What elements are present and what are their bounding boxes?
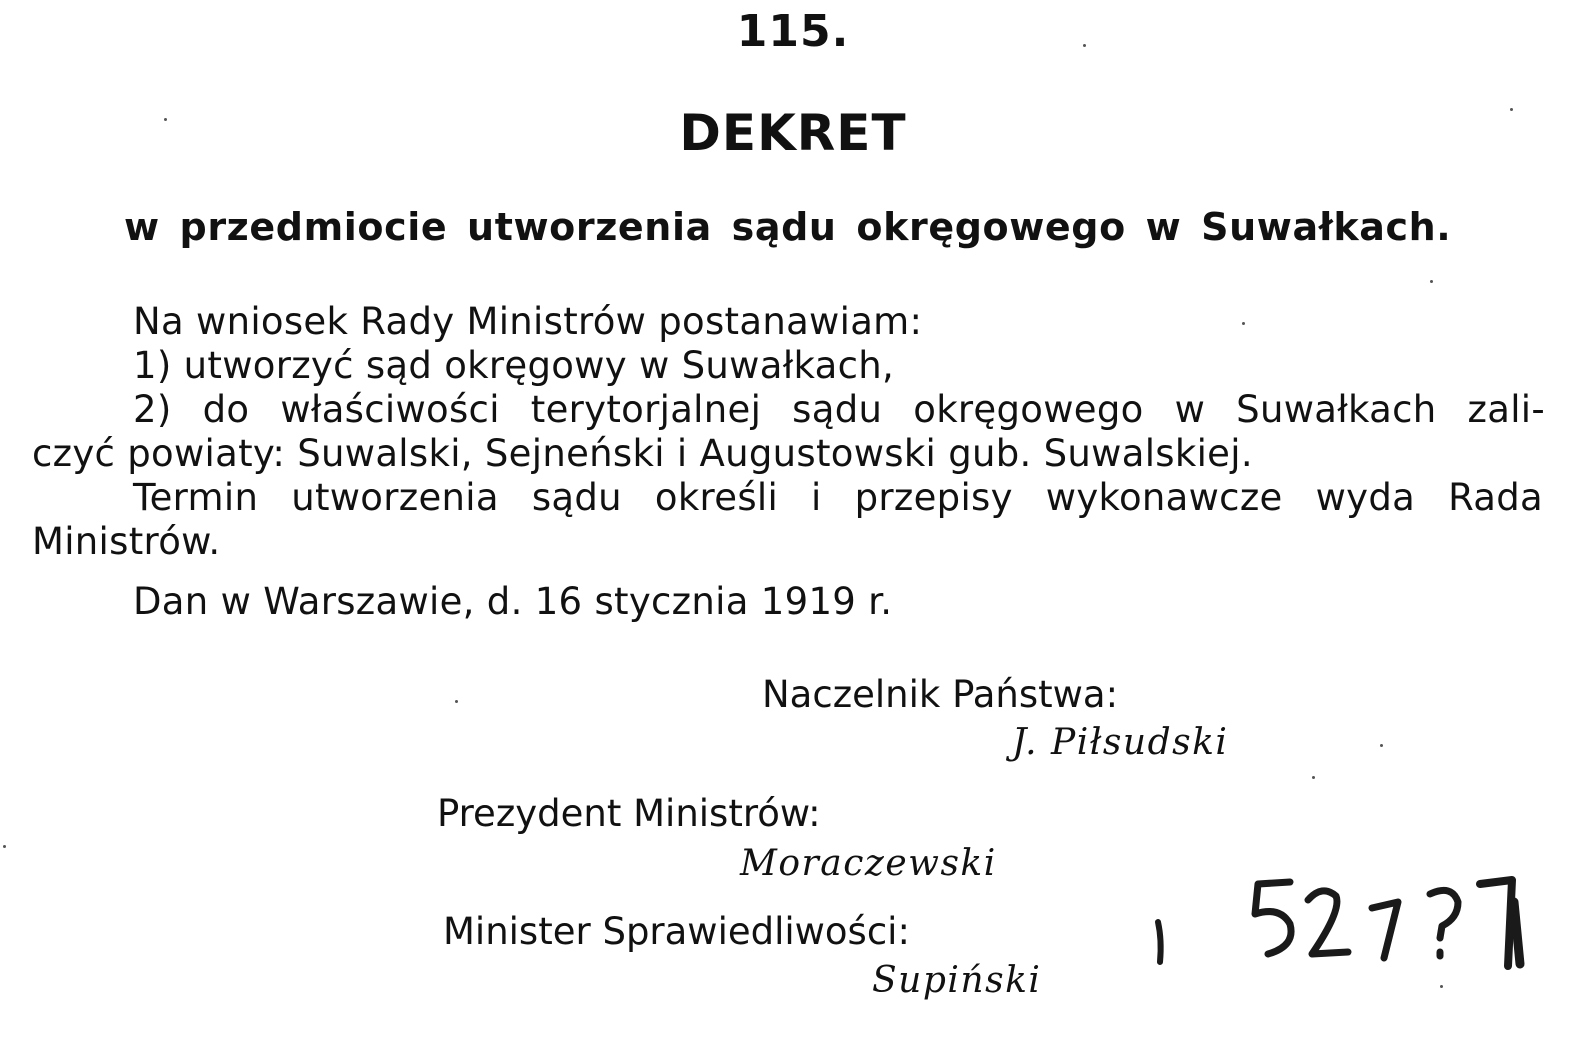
item-2-line-2: czyć powiaty: Suwalski, Sejneński i Augustowski gub. Suwalskiej.	[32, 432, 1253, 475]
justice-minister-title: Minister Sprawiedliwości:	[443, 910, 910, 953]
item-2-line-1: 2) do właściwości terytorjalnej sądu okręgowego w Suwałkach zali-	[133, 388, 1545, 431]
scan-speck	[1510, 108, 1513, 111]
scan-speck	[3, 845, 6, 848]
item-1: 1) utworzyć sąd okręgowy w Suwałkach,	[133, 344, 895, 387]
head-of-state-signature: J. Piłsudski	[1012, 722, 1229, 763]
document-subtitle: w przedmiocie utworzenia sądu okręgowego w Suwałkach.	[124, 205, 1452, 249]
scan-speck	[1312, 776, 1315, 779]
term-line-1: Termin utworzenia sądu określi i przepisy wykonawcze wyda Rada	[133, 476, 1543, 519]
document-title: DEKRET	[679, 104, 907, 162]
prime-minister-title: Prezydent Ministrów:	[437, 792, 821, 835]
decree-number: 115.	[736, 6, 850, 57]
justice-minister-signature: Supiński	[872, 960, 1042, 1001]
scan-speck	[1430, 280, 1433, 283]
scan-speck	[1242, 322, 1245, 325]
term-line-2: Ministrów.	[32, 520, 221, 563]
handwritten-archive-mark	[1140, 862, 1560, 992]
scan-speck	[1440, 985, 1443, 988]
prime-minister-signature: Moraczewski	[740, 843, 997, 884]
handwritten-mark-strokes	[1140, 862, 1560, 992]
scan-speck	[455, 700, 458, 703]
intro-paragraph: Na wniosek Rady Ministrów postanawiam:	[133, 300, 923, 343]
scan-speck	[1380, 744, 1383, 747]
scan-speck	[164, 118, 167, 121]
head-of-state-title: Naczelnik Państwa:	[762, 673, 1119, 716]
given-date-line: Dan w Warszawie, d. 16 stycznia 1919 r.	[133, 580, 893, 623]
scan-speck	[1083, 44, 1086, 47]
